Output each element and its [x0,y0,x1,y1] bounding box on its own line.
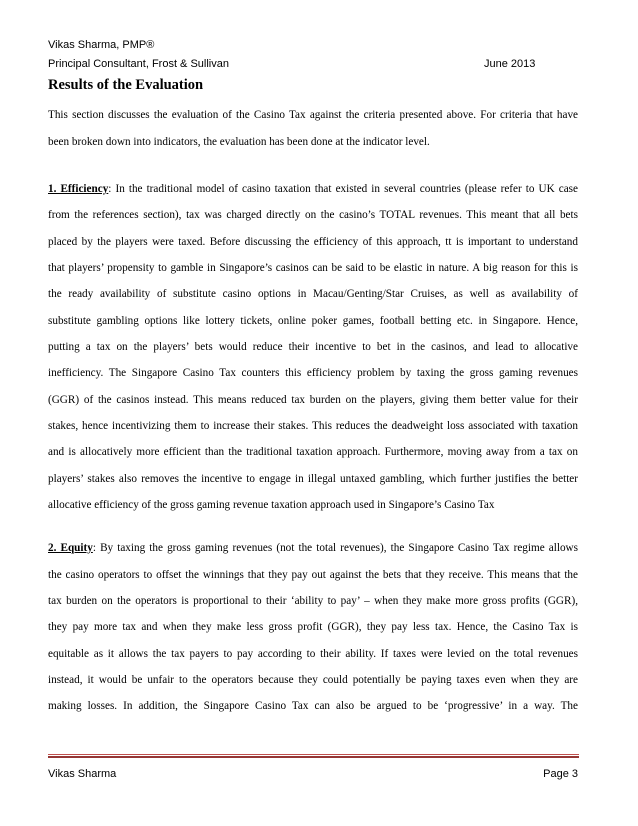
footer-page-number: Page 3 [543,768,578,780]
efficiency-line: from the references section), tax was charged directly on the casino’s TOTAL revenues. This meant that all bets [48,209,578,221]
intro-line: been broken down into indicators, the evaluation has been done at the indicator level. [48,136,430,148]
equity-line: equitable as it allows the tax payers to pay according to their ability. If taxes were levied on the total revenues [48,648,578,660]
header-date: June 2013 [484,58,536,70]
footer-divider [48,756,579,758]
section-title: Results of the Evaluation [48,77,204,93]
intro-line: This section discusses the evaluation of the Casino Tax against the criteria presented above. For criteria that have [48,109,578,121]
equity-line: tax burden on the operators is proportional to their ‘ability to pay’ – when they make more gross profits (GGR), [48,595,578,607]
equity-heading: 2. Equity [48,542,93,554]
efficiency-line: the ready availability of substitute casino options in Macau/Genting/Star Cruises, as well as availability of [48,288,578,300]
footer-divider [48,754,579,755]
efficiency-line: 1. Efficiency: In the traditional model of casino taxation that existed in several countries (please refer to UK case [48,183,578,195]
efficiency-line: that players’ propensity to gamble in Singapore’s casinos can be said to be elastic in nature. A big reason for this is [48,262,578,274]
efficiency-line: putting a tax on the players’ bets would reduce their incentive to bet in the casinos, and lead to allocative [48,341,578,353]
efficiency-line: players’ stakes also removes the incentive to engage in illegal untaxed gambling, which further justifies the better [48,473,578,485]
efficiency-line: and is allocatively more efficient than the traditional taxation approach. Furthermore, moving away from a tax on [48,446,578,458]
efficiency-line: allocative efficiency of the gross gaming revenue taxation approach used in Singapore’s Casino Tax [48,499,495,511]
efficiency-line: stakes, hence incentivizing them to increase their stakes. This reduces the deadweight loss associated with taxation [48,420,578,432]
equity-line: making losses. In addition, the Singapore Casino Tax can also be argued to be ‘progressive’ in a way. The [48,700,578,712]
efficiency-heading: 1. Efficiency [48,183,109,195]
header-author: Vikas Sharma, PMP® [48,39,155,51]
footer-author: Vikas Sharma [48,768,117,780]
equity-line: they pay more tax and when they make less gross profit (GGR), they pay less tax. Hence, the Casino Tax is [48,621,578,633]
equity-line: 2. Equity: By taxing the gross gaming revenues (not the total revenues), the Singapore Casino Tax regime allows [48,542,578,554]
efficiency-line: inefficiency. The Singapore Casino Tax counters this efficiency problem by taxing the gross gaming revenues [48,367,578,379]
equity-line: instead, it would be unfair to the operators because they could potentially be paying taxes even when they are [48,674,578,686]
equity-line: the casino operators to offset the winnings that they pay out against the bets that they receive. This means that the [48,569,578,581]
efficiency-line: placed by the players were taxed. Before discussing the efficiency of this approach, tt is important to understand [48,236,578,248]
efficiency-line: substitute gambling options like lottery tickets, online poker games, football betting etc. in Singapore. Hence, [48,315,578,327]
efficiency-line: (GGR) of the casinos instead. This means reduced tax burden on the players, giving them better value for their [48,394,578,406]
header-role: Principal Consultant, Frost & Sullivan [48,58,229,70]
